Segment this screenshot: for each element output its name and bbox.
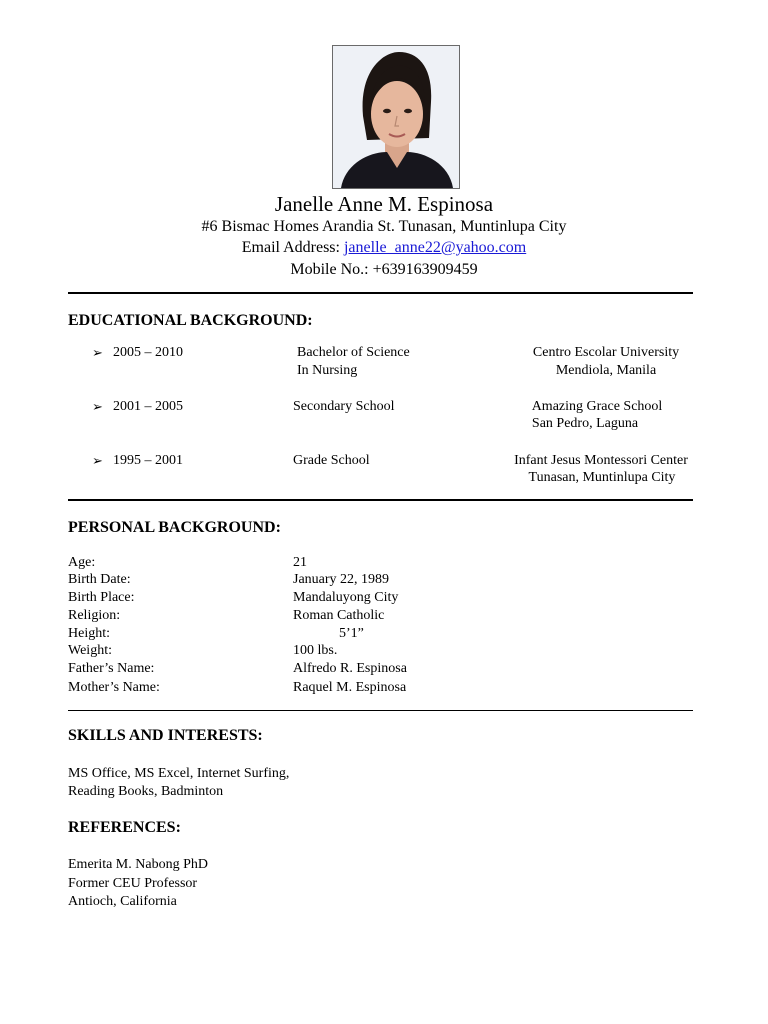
- personal-value-father: Alfredo R. Espinosa: [293, 661, 407, 676]
- education-degree: Bachelor of Science: [297, 345, 410, 360]
- bullet-arrow-icon: ➢: [92, 345, 103, 360]
- personal-value-weight: 100 lbs.: [293, 643, 338, 658]
- reference-position: Former CEU Professor: [68, 876, 198, 891]
- personal-label-religion: Religion:: [68, 608, 121, 623]
- personal-label-weight: Weight:: [68, 643, 112, 658]
- education-school: Infant Jesus Montessori Center: [514, 453, 688, 468]
- skills-line: MS Office, MS Excel, Internet Surfing,: [68, 766, 290, 781]
- personal-value-mother: Raquel M. Espinosa: [293, 680, 407, 695]
- divider: [68, 292, 693, 294]
- personal-label-height: Height:: [68, 626, 110, 641]
- education-school-location: Tunasan, Muntinlupa City: [528, 470, 676, 485]
- education-title: EDUCATIONAL BACKGROUND:: [68, 312, 313, 329]
- personal-label-father: Father’s Name:: [68, 661, 155, 676]
- personal-label-age: Age:: [68, 555, 96, 570]
- education-school: Amazing Grace School: [531, 399, 663, 414]
- bullet-arrow-icon: ➢: [92, 399, 103, 414]
- personal-value-birth-date: January 22, 1989: [293, 572, 390, 587]
- personal-value-religion: Roman Catholic: [293, 608, 385, 623]
- personal-value-height: 5’1”: [339, 626, 364, 641]
- address: #6 Bismac Homes Arandia St. Tunasan, Muntinlupa City: [201, 218, 567, 235]
- education-years: 2005 – 2010: [113, 345, 183, 360]
- education-years: 1995 – 2001: [113, 453, 183, 468]
- education-years: 2001 – 2005: [113, 399, 183, 414]
- education-school-location: San Pedro, Laguna: [531, 416, 639, 431]
- divider: [68, 499, 693, 501]
- applicant-name: Janelle Anne M. Espinosa: [274, 192, 494, 216]
- personal-label-mother: Mother’s Name:: [68, 680, 160, 695]
- personal-title: PERSONAL BACKGROUND:: [68, 519, 281, 536]
- education-school-location: Mendiola, Manila: [555, 363, 657, 378]
- email-label: Email Address:: [241, 239, 344, 256]
- personal-value-age: 21: [293, 555, 307, 570]
- reference-name: Emerita M. Nabong PhD: [68, 857, 208, 872]
- email-line: [0, 239, 768, 257]
- profile-photo-image: [333, 46, 459, 188]
- skills-title: SKILLS AND INTERESTS:: [68, 727, 263, 744]
- education-degree: Secondary School: [293, 399, 395, 414]
- divider: [68, 710, 693, 711]
- education-degree: Grade School: [293, 453, 370, 468]
- education-school: Centro Escolar University: [532, 345, 680, 360]
- education-degree-line2: In Nursing: [297, 363, 358, 378]
- email-link[interactable]: janelle_anne22@yahoo.com: [343, 239, 527, 256]
- bullet-arrow-icon: ➢: [92, 453, 103, 468]
- personal-label-birth-date: Birth Date:: [68, 572, 131, 587]
- skills-line: Reading Books, Badminton: [68, 784, 224, 799]
- personal-label-birth-place: Birth Place:: [68, 590, 135, 605]
- reference-location: Antioch, California: [68, 894, 177, 909]
- references-title: REFERENCES:: [68, 819, 181, 836]
- profile-photo: [332, 45, 460, 189]
- mobile-number: Mobile No.: +639163909459: [290, 261, 478, 278]
- personal-value-birth-place: Mandaluyong City: [293, 590, 399, 605]
